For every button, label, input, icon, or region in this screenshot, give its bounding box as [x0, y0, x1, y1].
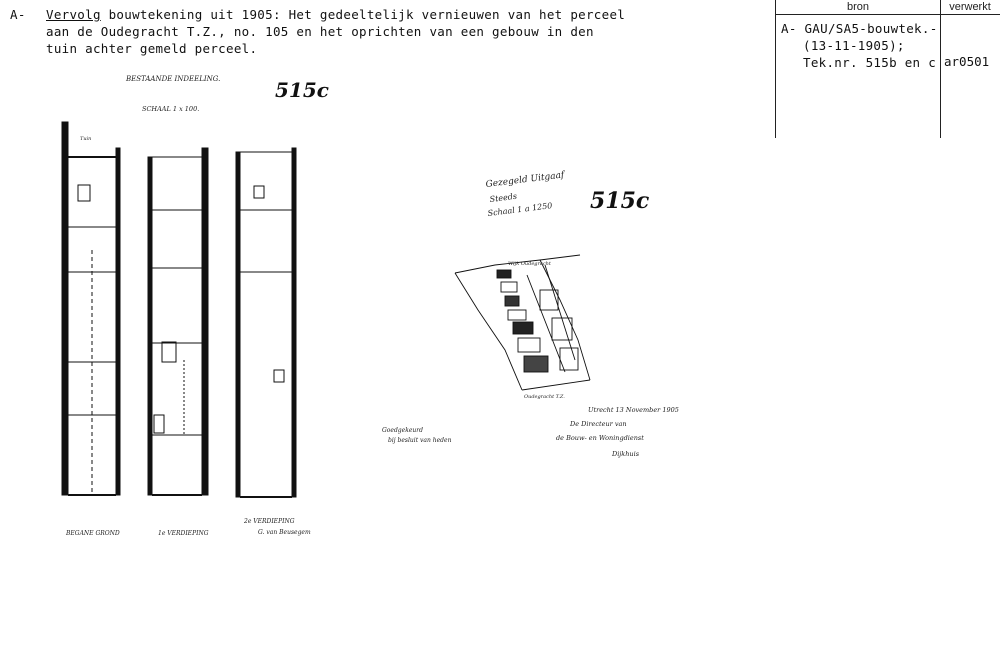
source-line-1: GAU/SA5-bouwtek.- [804, 21, 938, 36]
description-line-3: tuin achter gemeld perceel. [46, 41, 258, 56]
ground-room-label: Tuin [80, 136, 92, 142]
table-header-divider [776, 14, 1000, 15]
description-line-1 [10, 6, 770, 23]
drawing-title: BESTAANDE INDEELING. [126, 75, 221, 83]
drawing-number-right: 515c [590, 188, 650, 214]
situation-note-2: Steeds [489, 191, 518, 204]
header-verwerkt: verwerkt [949, 1, 991, 13]
director-note-1: De Directeur van [570, 420, 627, 428]
caption-first: 1e VERDIEPING [158, 530, 209, 537]
situation-map [455, 255, 590, 390]
source-line-2: (13-11-1905); [803, 38, 905, 53]
signature-left: G. van Beusegem [258, 529, 311, 536]
director-signature: Dijkhuis [612, 450, 640, 458]
source-prefix: A- [781, 21, 797, 36]
header-bron: bron [846, 1, 870, 13]
description-block [10, 6, 770, 57]
approval-note-2: bij besluit van heden [388, 437, 452, 444]
description-line-2: aan de Oudegracht T.Z., no. 105 en het oprichten van een gebouw in den [46, 24, 594, 39]
description-prefix: A- [10, 7, 26, 22]
street-bottom: Oudegracht T.Z. [524, 394, 565, 400]
street-top: Wijk Oudegracht [508, 261, 551, 267]
situation-note-3: Schaal 1 a 1250 [487, 201, 553, 218]
drawing-number-left: 515c [275, 78, 329, 102]
source-line-3: Tek.nr. 515b en c [803, 55, 937, 70]
approval-note-1: Goedgekeurd [382, 427, 423, 434]
caption-second: 2e VERDIEPING [244, 518, 295, 525]
director-note-2: de Bouw- en Woningdienst [556, 434, 644, 442]
situation-note-1: Gezegeld Uitgaaf [485, 170, 565, 190]
date-note: Utrecht 13 November 1905 [588, 406, 679, 414]
processed-cell: ar0501 [944, 54, 990, 69]
caption-ground: BEGANE GROND [66, 530, 120, 537]
description-line-1-text: bouwtekening uit 1905: Het gedeeltelijk vernieuwen van het perceel [100, 7, 626, 22]
building-drawing [0, 60, 1000, 560]
drawing-scale: SCHAAL 1 x 100. [142, 105, 200, 113]
floor-plan-first [148, 148, 208, 495]
floor-plan-second [236, 148, 296, 497]
floor-plan-ground [62, 122, 120, 495]
description-underlined-word: Vervolg [46, 7, 101, 22]
